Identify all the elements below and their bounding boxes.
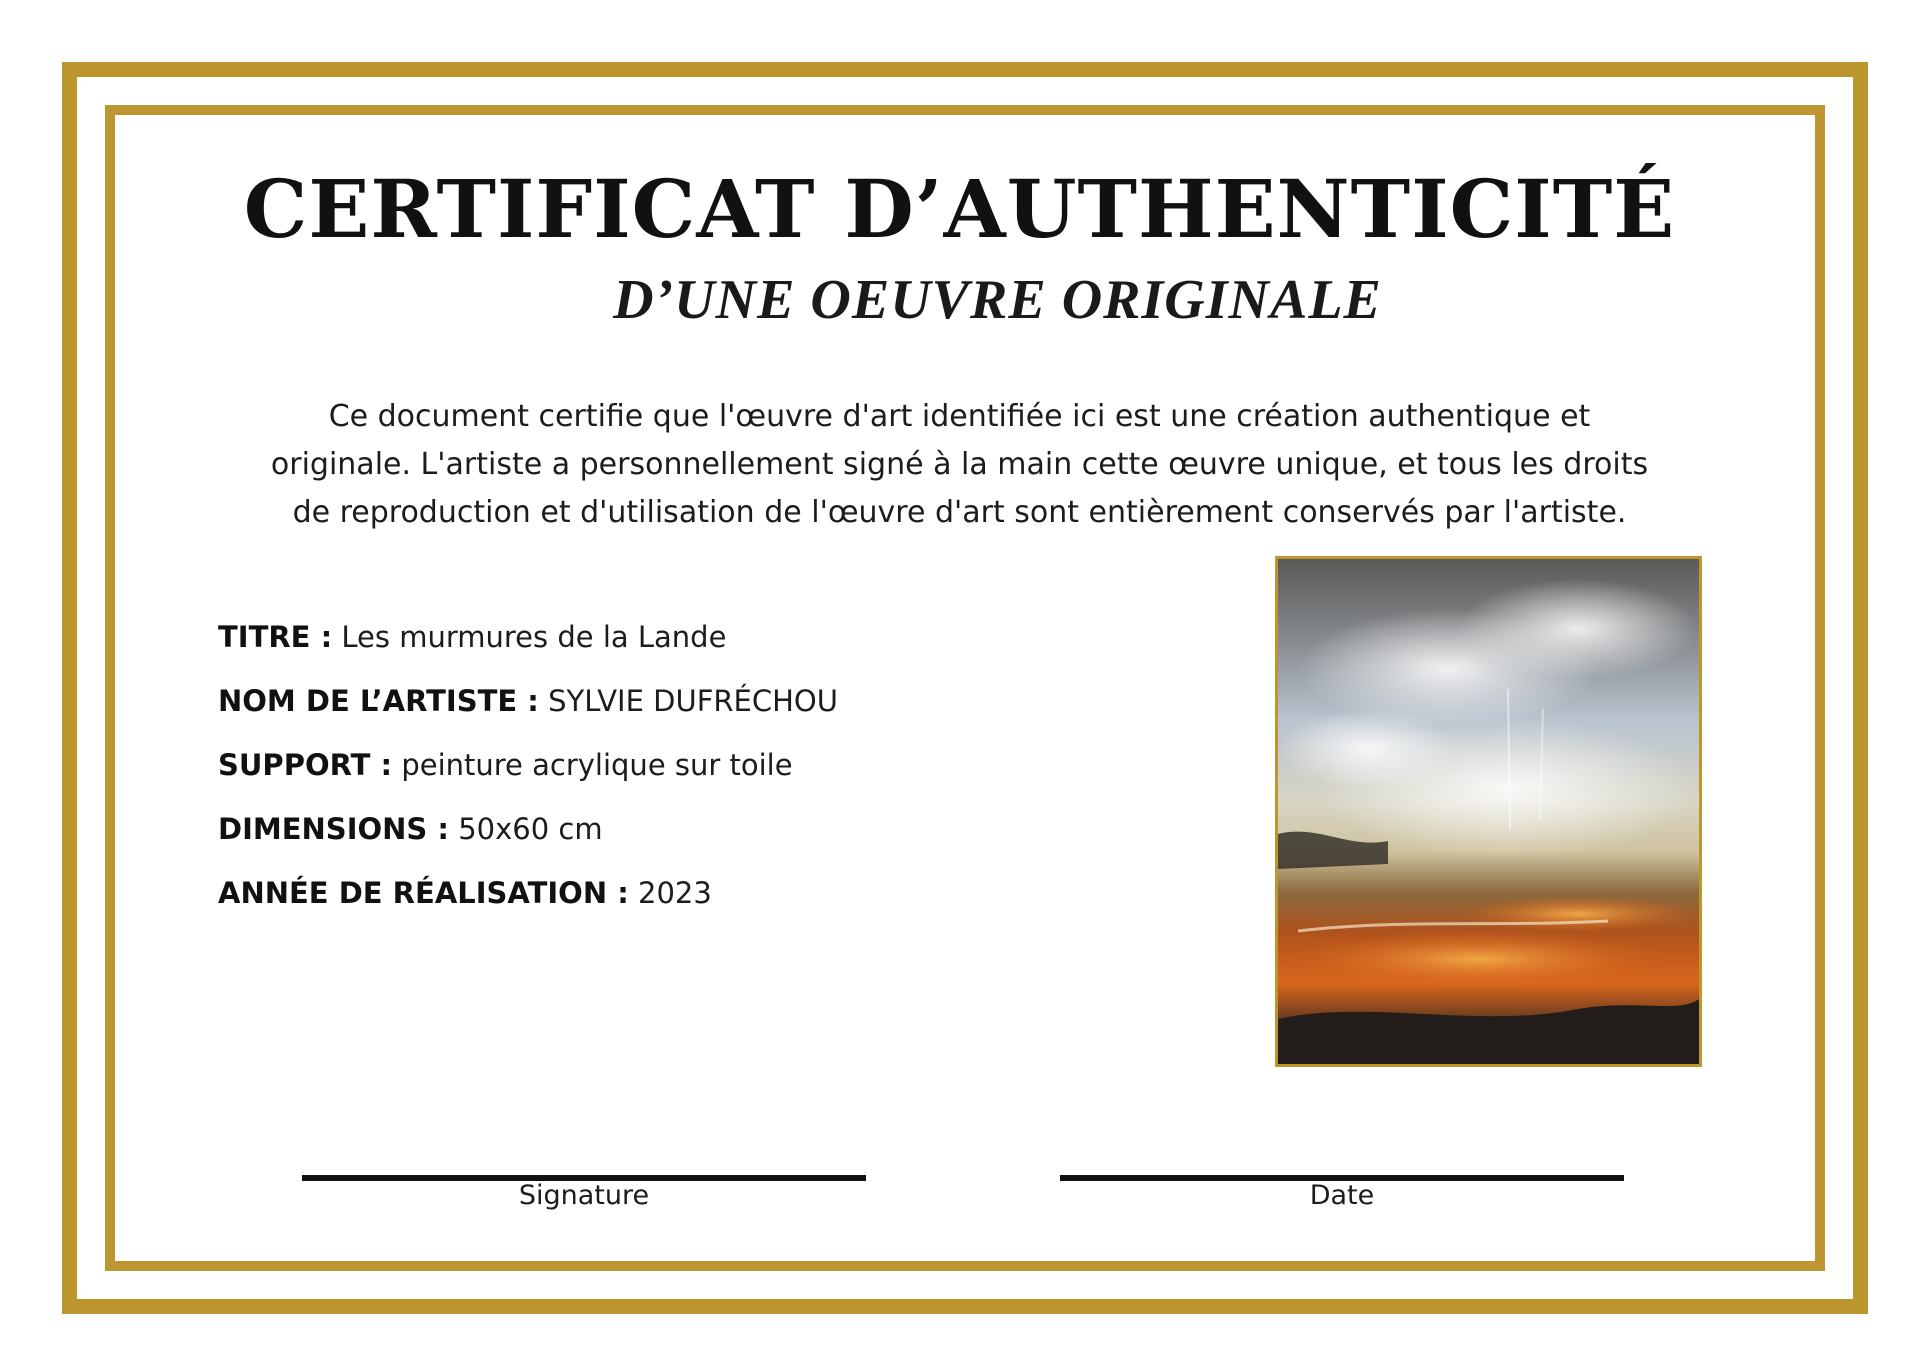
artwork-details [218,620,1118,940]
intro-line: originale. L'artiste a personnellement signé à la main cette œuvre unique, et tous les droits [270,447,1649,482]
detail-label: NOM DE L’ARTISTE : [218,684,539,718]
detail-label: TITRE : [218,620,333,654]
detail-value: 50x60 cm [458,812,603,846]
detail-label: DIMENSIONS : [218,812,449,846]
detail-title [218,620,1118,684]
intro-paragraph [170,393,1749,537]
detail-label: SUPPORT : [218,748,393,782]
detail-value: peinture acrylique sur toile [401,748,793,782]
intro-line: Ce document certifie que l'œuvre d'art identifiée ici est une création authentique et [328,399,1591,434]
detail-value: SYLVIE DUFRÉCHOU [548,684,838,718]
painting-landscape [1278,559,1699,1064]
signature-label: Signature [518,1180,650,1211]
detail-support [218,748,1118,812]
artwork-image [1275,556,1702,1067]
date-label: Date [1309,1180,1375,1211]
certificate-subtitle: D’UNE OEUVRE ORIGINALE [613,269,1382,331]
detail-artist [218,684,1118,748]
detail-year [218,876,1118,940]
detail-value: 2023 [638,876,712,910]
detail-label: ANNÉE DE RÉALISATION : [218,876,629,910]
intro-line: de reproduction et d'utilisation de l'œuvre d'art sont entièrement conservés par l'artiste. [292,495,1627,530]
detail-value: Les murmures de la Lande [341,620,727,654]
certificate-title: CERTIFICAT D’AUTHENTICITÉ [243,162,1676,256]
detail-dimensions [218,812,1118,876]
